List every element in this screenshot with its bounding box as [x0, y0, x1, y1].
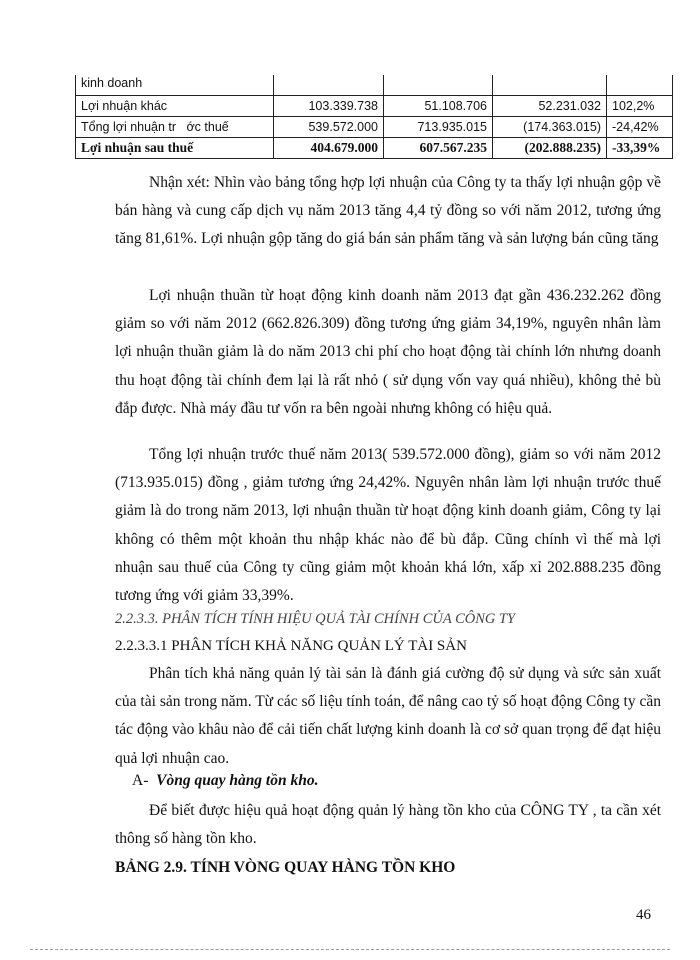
text-line: tăng và sản lượng bán cũng tăng	[457, 230, 659, 248]
text-line: tài chính lớn nhưng doanh thu hoạt động tài chính đem lại là rất nhỏ ( sử dụng	[115, 343, 662, 389]
cell-value: 102,2%	[607, 96, 673, 117]
cell-value: 404.679.000	[274, 138, 384, 159]
paragraph-asset-analysis	[115, 660, 661, 773]
list-marker: A-	[132, 772, 149, 789]
subsection-heading: 2.2.3.3.1 PHÂN TÍCH KHẢ NĂNG QUẢN LÝ TÀI SẢN	[115, 638, 467, 654]
text-line: Lợi nhuận thuần từ hoạt động kinh doanh năm 2013 đạt gần 436.232.262	[149, 287, 625, 304]
text-line: kinh doanh giảm, Công ty lại không có thêm một khoản thu nhập khác nào để	[115, 502, 662, 548]
profit-table	[75, 75, 673, 159]
paragraph-inventory	[115, 797, 661, 853]
text-line: vốn vay quá nhiều), không thẻ bù đắp được. Nhà máy đầu tư vốn ra bên	[115, 371, 662, 417]
text-line: khoản khá lớn, xấp xỉ 202.888.235 đồng tương ứng với giảm 33,39%.	[115, 558, 661, 605]
table-row	[76, 75, 673, 96]
section-heading: 2.2.3.3. PHÂN TÍCH TÍNH HIỆU QUẢ TÀI CHÍNH CỦA CÔNG TY	[115, 611, 516, 627]
cell-value: 51.108.706	[384, 96, 493, 117]
table-row	[76, 117, 673, 138]
cell-value: 103.339.738	[274, 96, 384, 117]
text-line: nhuận gộp về bán hàng và cung cấp dịch vụ năm 2013 tăng 4,4 tỷ đồng so với	[115, 174, 662, 220]
table-caption: BẢNG 2.9. TÍNH VÒNG QUAY HÀNG TỒN KHO	[115, 859, 456, 876]
table-row	[76, 138, 673, 159]
text-line: ngoài nhưng không có hiệu quả.	[352, 399, 553, 417]
cell-value: 539.572.000	[274, 117, 384, 138]
row-label: Lợi nhuận khác	[76, 96, 274, 117]
row-label: kinh doanh	[76, 75, 274, 96]
paragraph-pretax-profit	[115, 441, 661, 610]
subheading-inventory-turnover	[132, 772, 318, 790]
cell-value	[274, 75, 384, 96]
cell-value: 713.935.015	[384, 117, 493, 138]
footer-divider	[30, 949, 670, 950]
text-line: năm 2012 (713.935.015) đồng , giảm tương ứng 24,42%. Nguyên nhân làm	[115, 446, 662, 492]
text-line: hoạt động Công ty cần tác động vào khâu nào để cải tiến chất lượng kinh	[115, 693, 662, 739]
text-line: sản xuất của tài sản trong năm. Từ các số liệu tính toán, để nâng cao tỷ số	[115, 665, 661, 711]
text-line: ta cần xét thông số hàng tồn kho.	[115, 802, 661, 848]
cell-value	[493, 75, 607, 96]
cell-value: 607.567.235	[384, 138, 493, 159]
text-line: bù đắp. Cũng chính vì thế mà lợi nhuận sau thuế của Công ty cũng giảm một	[115, 530, 661, 576]
cell-value: (174.363.015)	[493, 117, 607, 138]
text-line: năm 2012, tương ứng tăng 81,61%. Lợi nhuận gộp tăng do giá bán sản phẩm	[115, 202, 661, 248]
page-number: 46	[636, 907, 651, 923]
text-line: Nhận xét: Nhìn vào bảng tổng hợp lợi nhuận của Công ty ta thấy lợi	[149, 174, 574, 191]
paragraph-remark	[115, 169, 661, 254]
table-row	[76, 96, 673, 117]
cell-value: -24,42%	[607, 117, 673, 138]
paragraph-net-profit	[115, 282, 661, 423]
row-label: Tổng lợi nhuận tr ớc thuế	[76, 117, 274, 138]
subheading-title: Vòng quay hàng tồn kho.	[156, 772, 319, 789]
text-line: doanh là cơ sở quan trọng để đạt hiệu quả lợi nhuận cao.	[115, 721, 661, 767]
cell-value: (202.888.235)	[493, 138, 607, 159]
row-label: Lợi nhuận sau thuế	[76, 138, 274, 159]
text-line: lợi nhuận trước thuế giảm là do trong năm 2013, lợi nhuận thuần từ hoạt động	[115, 474, 661, 520]
text-line: Để biết được hiệu quả hoạt động quản lý hàng tồn kho của CÔNG TY ,	[149, 802, 597, 819]
text-line: đồng giảm so với năm 2012 (662.826.309) đồng tương ứng giảm 34,19%,	[115, 287, 662, 333]
text-line: nguyên nhân làm lợi nhuận thuần giảm là do năm 2013 chi phí cho hoạt động	[115, 315, 661, 361]
cell-value	[607, 75, 673, 96]
text-line: Tổng lợi nhuận trước thuế năm 2013( 539.572.000 đồng), giảm so với	[149, 446, 594, 463]
cell-value: -33,39%	[607, 138, 673, 159]
cell-value: 52.231.032	[493, 96, 607, 117]
cell-value	[384, 75, 493, 96]
text-line: Phân tích khả năng quản lý tài sản là đánh giá cường độ sử dụng và sức	[149, 665, 605, 682]
